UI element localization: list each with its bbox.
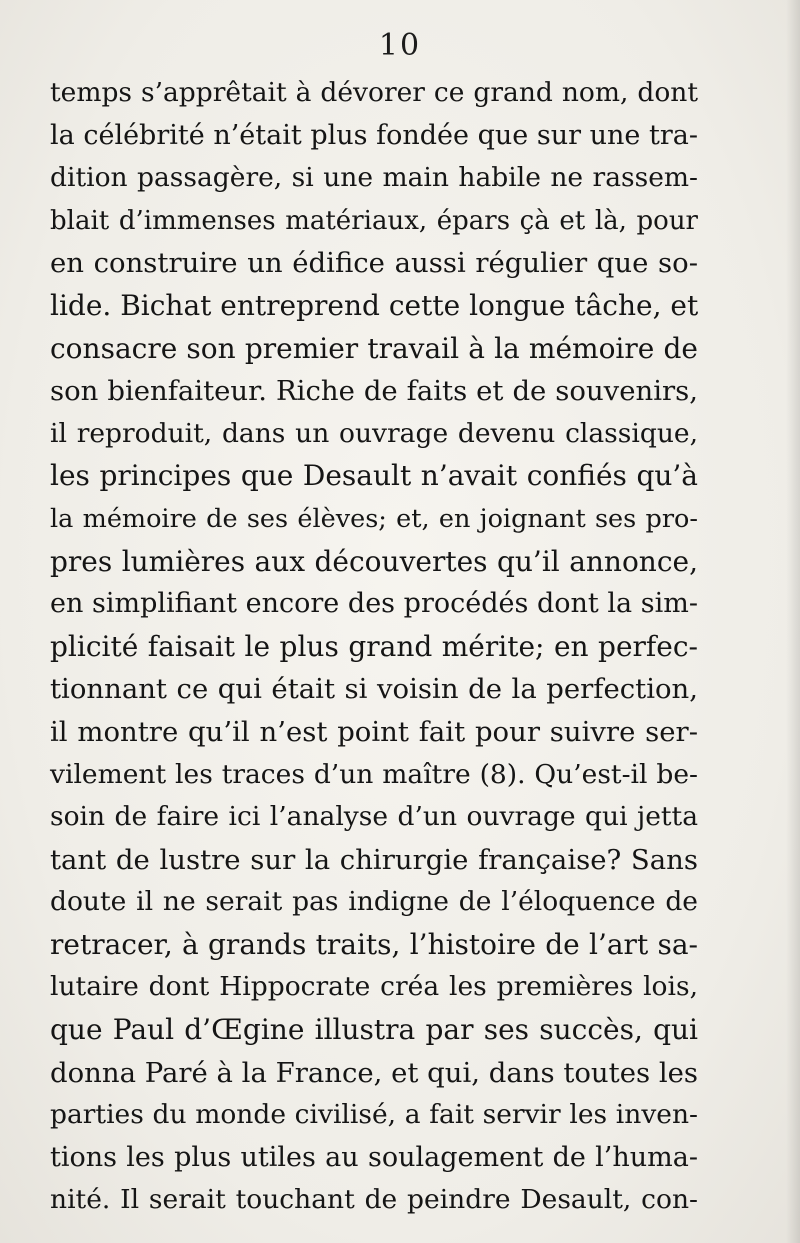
text-line: retracer, à grands traits, l’histoire de l’art sa- xyxy=(50,927,698,961)
text-line: nité. Il serait touchant de peindre Desault, con- xyxy=(50,1184,698,1216)
text-line: lide. Bichat entreprend cette longue tâche, et xyxy=(50,288,699,322)
text-line: en construire un édifice aussi régulier que so- xyxy=(50,247,698,280)
text-line: tions les plus utiles au soulagement de l’huma- xyxy=(50,1141,698,1173)
text-line: donna Paré à la France, et qui, dans toutes les xyxy=(50,1056,699,1089)
body-text xyxy=(50,72,698,1222)
text-line: temps s’apprêtait à dévorer ce grand nom, dont xyxy=(50,77,698,108)
text-line: en simplifiant encore des procédés dont la sim- xyxy=(50,588,698,620)
text-line: blait d’immenses matériaux, épars çà et là, pour xyxy=(50,205,698,236)
text-line: doute il ne serait pas indigne de l’éloquence de xyxy=(50,886,698,918)
text-line: consacre son premier travail à la mémoire de xyxy=(50,331,698,365)
text-line: parties du monde civilisé, a fait servir les inven- xyxy=(50,1099,698,1131)
text-line: tant de lustre sur la chirurgie française? Sans xyxy=(50,843,698,876)
text-line: pres lumières aux découvertes qu’il annonce, xyxy=(50,544,698,578)
text-line: son bienfaiteur. Riche de faits et de souvenirs, xyxy=(50,375,698,408)
text-line: soin de faire ici l’analyse d’un ouvrage qui jetta xyxy=(50,801,698,833)
text-line: il montre qu’il n’est point fait pour suivre ser- xyxy=(50,715,698,748)
text-line: dition passagère, si une main habile ne rassem- xyxy=(50,162,698,194)
text-line: la célébrité n’était plus fondée que sur une tra- xyxy=(50,119,698,151)
text-line: tionnant ce qui était si voisin de la perfection, xyxy=(50,673,698,706)
page-number: 10 xyxy=(378,28,422,63)
text-line: les principes que Desault n’avait confiés qu’à xyxy=(50,459,698,493)
page-fold-shadow xyxy=(786,0,800,1243)
text-line: il reproduit, dans un ouvrage devenu classique, xyxy=(50,417,698,449)
text-line: lutaire dont Hippocrate créa les premières lois, xyxy=(50,971,698,1003)
text-line: vilement les traces d’un maître (8). Qu’est-il be- xyxy=(50,758,698,790)
text-line: plicité faisait le plus grand mérite; en perfec- xyxy=(50,629,698,663)
text-line: la mémoire de ses élèves; et, en joignant ses pro- xyxy=(50,503,698,534)
text-line: que Paul d’Œgine illustra par ses succès, qui xyxy=(50,1013,698,1047)
